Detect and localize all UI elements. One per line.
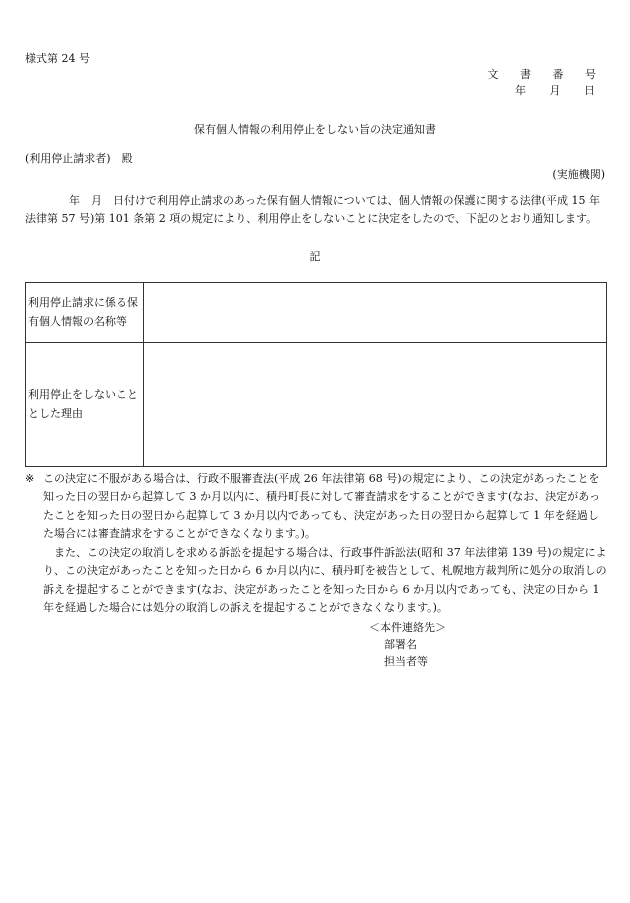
document-number-label: 文 書 番 号 — [487, 68, 605, 81]
contact-heading: ＜本件連絡先＞ — [369, 621, 446, 634]
contact-department: 部署名 — [384, 638, 417, 651]
appeal-note — [25, 470, 607, 618]
issuing-agency: (実施機関) — [552, 168, 605, 181]
table-row-label: 利用停止をしないこととした理由 — [26, 343, 144, 467]
decision-table — [25, 282, 607, 467]
contact-person: 担当者等 — [384, 655, 428, 668]
note-paragraph-review: この決定に不服がある場合は、行政不服審査法(平成 26 年法律第 68 号)の規定により、この決定があったことを知った日の翌日から起算して 3 か月以内に、積丹町長に対して審査請求をすることができます(なお、決定があったことを知った日の翌日から起算して 3 か月以内であっても、決定があった日の翌日から起算して 1 年を経過した場合には審査請求をすることができなくなります。)。 — [43, 472, 601, 541]
form-number: 様式第 24 号 — [25, 52, 90, 65]
document-title: 保有個人情報の利用停止をしない旨の決定通知書 — [194, 123, 436, 136]
table-row-value — [144, 343, 607, 467]
table-row — [26, 343, 607, 467]
note-mark: ※ — [25, 472, 35, 485]
addressee: (利用停止請求者) 殿 — [25, 152, 133, 165]
notice-body: 年 月 日付けで利用停止請求のあった保有個人情報については、個人情報の保護に関する法律(平成 15 年法律第 57 号)第 101 条第 2 項の規定により、利用停止をしないことに決定をしたので、下記のとおり通知します。 — [25, 194, 600, 226]
note-paragraph-lawsuit: また、この決定の取消しを求める訴訟を提起する場合は、行政事件訴訟法(昭和 37 年法律第 139 号)の規定により、この決定があったことを知った日から 6 か月以内に、積丹町を被告として、札幌地方裁判所に処分の取消しの訴えを提起することができます(なお、決定があったことを知った日から 6 か月以内であっても、決定の日から 1 年を経過した場合には処分の取消しの訴えを提起することができなくなります。)。 — [43, 545, 607, 615]
date-label: 年 月 日 — [515, 84, 605, 97]
ki-heading: 記 — [309, 250, 321, 263]
table-row-label: 利用停止請求に係る保有個人情報の名称等 — [26, 283, 144, 343]
table-row-value — [144, 283, 607, 343]
table-row — [26, 283, 607, 343]
